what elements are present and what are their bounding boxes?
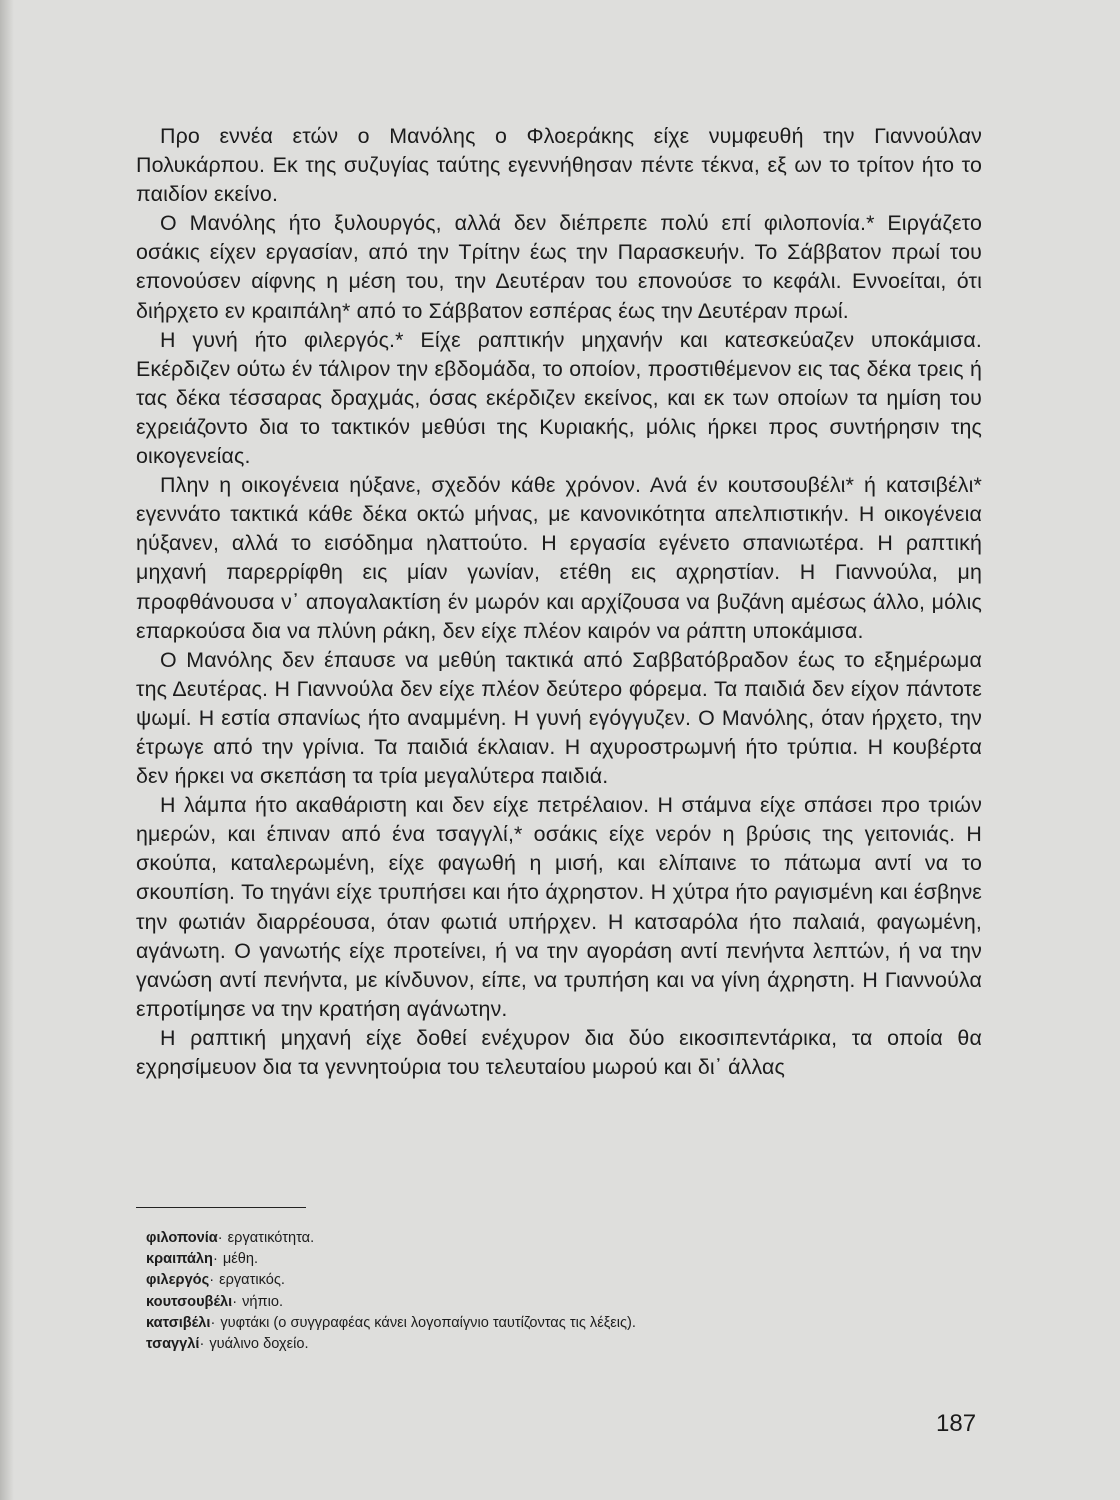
footnote-divider (136, 1207, 306, 1208)
page-number: 187 (936, 1410, 977, 1437)
gutter-shadow (0, 0, 14, 1500)
footnote-term: κουτσουβέλι (146, 1293, 233, 1310)
main-text (136, 122, 982, 1082)
footnote (146, 1249, 906, 1270)
footnote-separator: · (210, 1314, 216, 1331)
footnote (146, 1313, 906, 1334)
footnote-separator: · (232, 1293, 238, 1310)
footnote (146, 1228, 906, 1249)
paragraph: Πλην η οικογένεια ηύξανε, σχεδόν κάθε χρόνον. Ανά έν κουτσουβέλι* ή κατσιβέλι* εγεννάτο τακτικά κάθε δέκα οκτώ μήνας, με κανονικότητα απελπιστικήν. Η οικογένεια ηύξανεν, αλλά το εισόδημα ηλαττούτο. Η εργασία εγένετο σπανιωτέρα. Η ραπτική μηχανή παρερρίφθη εις μίαν γωνίαν, ετέθη εις αχρηστίαν. Η Γιαννούλα, μη προφθάνουσα ν᾽ απογαλακτίση έν μωρόν και αρχίζουσα να βυζάνη αμέσως άλλο, μόλις επαρκούσα δια να πλύνη ράκη, δεν είχε πλέον καιρόν να ράπτη υποκάμισα. (136, 473, 982, 643)
footnote-separator: · (212, 1251, 218, 1268)
footnote (146, 1292, 906, 1313)
paragraph: Η ραπτική μηχανή είχε δοθεί ενέχυρον δια δύο εικοσιπεντάρικα, τα οποία θα εχρησίμευον δια τα γεννητούρια του τελευταίου μωρού και δι᾽ άλλας (136, 1025, 982, 1079)
footnote-definition: εργατικός. (219, 1272, 285, 1289)
footnote-definition: γυφτάκι (ο συγγραφέας κάνει λογοπαίγνιο ταυτίζοντας τις λέξεις). (220, 1314, 636, 1331)
footnote-definition: μέθη. (222, 1251, 259, 1268)
paragraph: Η γυνή ήτο φιλεργός.* Είχε ραπτικήν μηχανήν και κατεσκεύαζεν υποκάμισα. Εκέρδιζεν ούτω έν τάλιρον την εβδομάδα, το οποίον, προστιθέμενον εις τας δέκα τρεις ή τας δέκα τέσσαρας δραχμάς, όσας εκέρδιζεν εκείνος, και εκ των οποίων τα ημίση του εχρειάζοντο δια το τακτικόν μεθύσι της Κυριακής, μόλις ήρκει προς συντήρησιν της οικογενείας. (136, 327, 982, 469)
footnote (146, 1270, 906, 1291)
footnote-separator: · (199, 1336, 205, 1353)
paragraph: Ο Μανόλης ήτο ξυλουργός, αλλά δεν διέπρεπε πολύ επί φιλοπονία.* Ειργάζετο οσάκις είχεν εργασίαν, από την Τρίτην έως την Παρασκευήν. Το Σάββατον πρωί του επονούσεν αίφνης η μέση του, την Δευτέραν του επονούσε το κεφάλι. Εννοείται, ότι διήρχετο εν κραιπάλη* από το Σάββατον εσπέρας έως την Δευτέραν πρωί. (136, 211, 982, 323)
footnote-separator: · (217, 1230, 223, 1246)
footnote-term: κραιπάλη (146, 1251, 213, 1268)
paragraph: Ο Μανόλης δεν έπαυσε να μεθύη τακτικά από Σαββατόβραδον έως το εξημέρωμα της Δευτέρας. Η Γιαννούλα δεν είχε πλέον δεύτερο φόρεμα. Τα παιδιά δεν είχον πάντοτε ψωμί. Η εστία σπανίως ήτο αναμμένη. Η γυνή εγόγγυζεν. Ο Μανόλης, όταν ήρχετο, την έτρωγε από την γρίνια. Τα παιδιά έκλαιαν. Η αχυροστρωμνή ήτο τρύπια. Η κουβέρτα δεν ήρκει να σκεπάση τα τρία μεγαλύτερα παιδιά. (136, 647, 982, 789)
footnote-separator: · (209, 1272, 215, 1289)
footnote (146, 1334, 906, 1355)
paragraph: Προ εννέα ετών ο Μανόλης ο Φλοεράκης είχε νυμφευθή την Γιαννούλαν Πολυκάρπου. Εκ της συζυγίας ταύτης εγεννήθησαν πέντε τέκνα, εξ ων το τρίτον ήτο το παιδίον εκείνο. (136, 124, 982, 207)
footnotes (146, 1228, 906, 1355)
footnote-term: φιλοπονία (146, 1230, 218, 1246)
footnote-definition: εργατικότητα. (227, 1230, 315, 1246)
footnote-definition: γυάλινο δοχείο. (209, 1336, 309, 1353)
footnote-term: κατσιβέλι (146, 1314, 211, 1331)
footnote-definition: νήπιο. (242, 1293, 284, 1310)
paragraph: Η λάμπα ήτο ακαθάριστη και δεν είχε πετρέλαιον. Η στάμνα είχε σπάσει προ τριών ημερών, και έπιναν από ένα τσαγγλί,* οσάκις είχε νερόν η βρύσις της γειτονιάς. Η σκούπα, καταλερωμένη, είχε φαγωθή η μισή, και ελίπαινε το πάτωμα αντί να το σκουπίση. Το τηγάνι είχε τρυπήσει και ήτο άχρηστον. Η χύτρα ήτο ραγισμένη και έσβηνε την φωτιάν διαρρέουσα, όταν φωτιά υπήρχεν. Η κατσαρόλα ήτο παλαιά, φαγωμένη, αγάνωτη. Ο γανωτής είχε προτείνει, ή να την αγοράση αντί πενήντα λεπτών, ή να την γανώση αντί πενήντα, με κίνδυνον, είπε, να τρυπήση και να γίνη άχρηστη. Η Γιαννούλα επροτίμησε να την κρατήση αγάνωτην. (136, 793, 982, 1021)
footnote-term: τσαγγλί (146, 1336, 200, 1353)
footnote-term: φιλεργός (146, 1272, 210, 1289)
